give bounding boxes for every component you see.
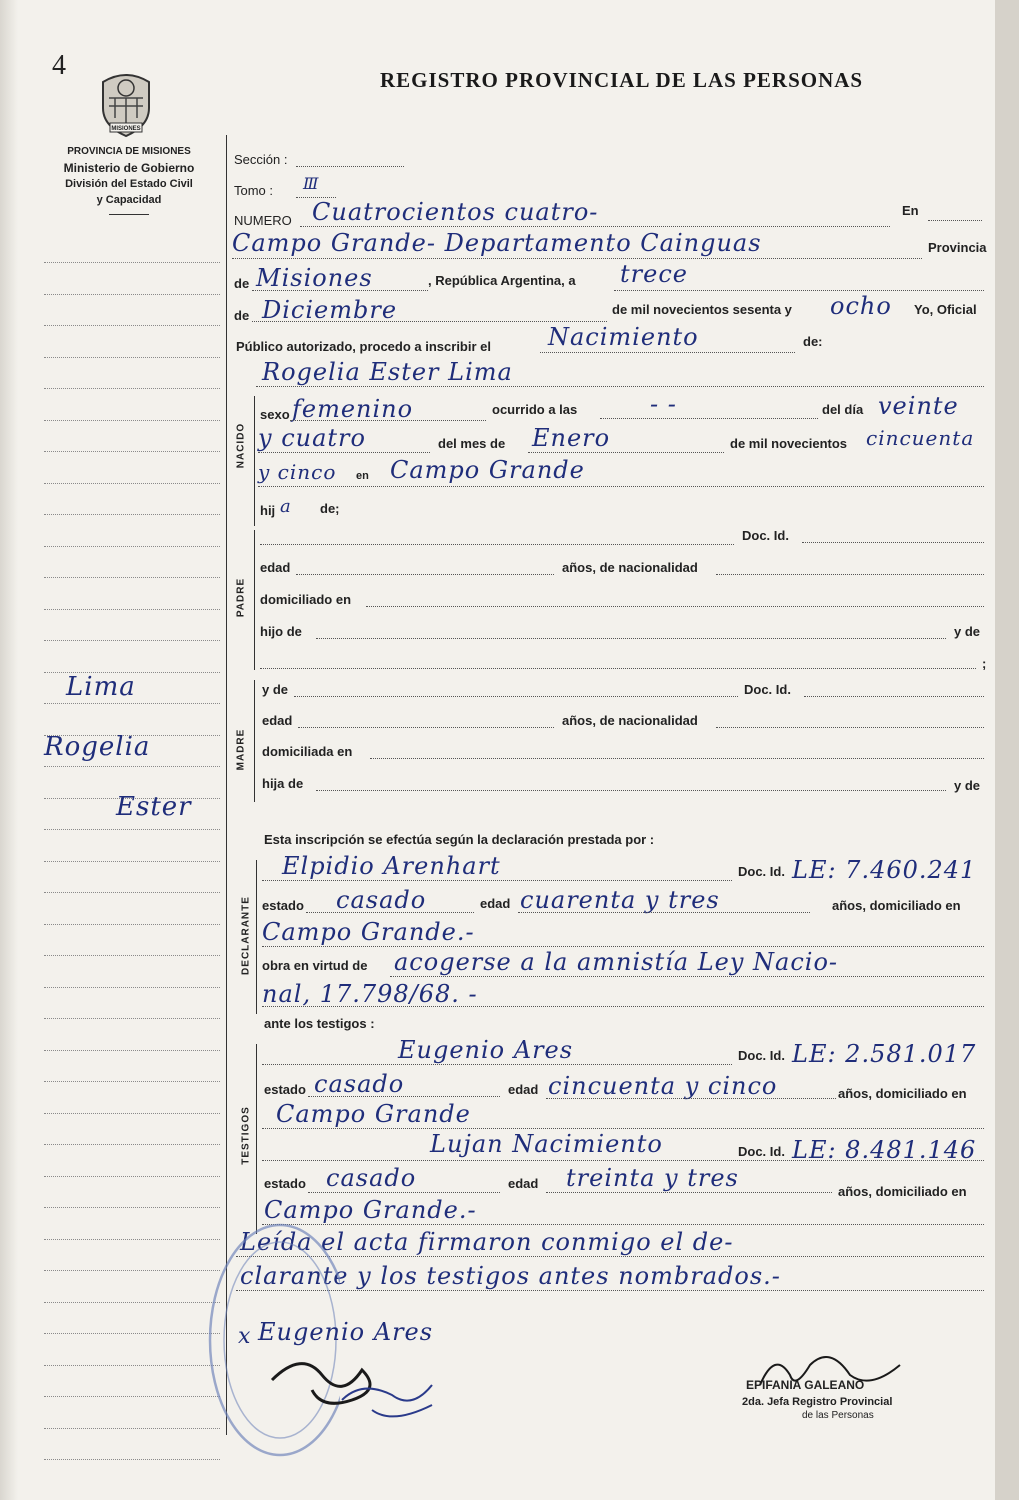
padre-doc-label: Doc. Id.	[742, 528, 789, 543]
padre-hijo-label: hijo de	[260, 624, 302, 639]
testigo2-doc-value: LE: 8.481.146	[792, 1136, 977, 1164]
testigo2-edad-value: treinta y tres	[566, 1164, 739, 1192]
madre-yde2-label: y de	[954, 778, 981, 793]
testigo1-doc-label: Doc. Id.	[738, 1048, 785, 1063]
section-nacido: NACIDO	[235, 422, 247, 469]
hij-label: hij	[260, 503, 276, 518]
testigo2-doc-label: Doc. Id.	[738, 1144, 785, 1159]
madre-edad-label: edad	[262, 713, 293, 728]
margin-name1: Rogelia	[44, 732, 151, 762]
provincial-emblem-icon	[95, 68, 157, 138]
madre-yde-label: y de	[262, 682, 289, 697]
declarante-rule	[256, 860, 257, 1014]
del-dia-label: del día	[822, 402, 864, 417]
mes-value: Diciembre	[262, 296, 398, 324]
margin-name2: Ester	[116, 792, 192, 822]
margin-rule	[44, 294, 220, 295]
margin-rule	[44, 1113, 220, 1114]
provincia-value: Misiones	[256, 264, 373, 292]
declarante-domicilio: Campo Grande.-	[262, 918, 475, 946]
numero-label: NUMERO	[234, 213, 292, 228]
nombre-value: Rogelia Ester Lima	[262, 358, 513, 386]
testigo2-name: Lujan Nacimiento	[430, 1130, 663, 1158]
numero-value: Cuatrocientos cuatro-	[312, 198, 599, 226]
semicolon-mark: ;	[982, 656, 987, 671]
declarante-edad-value: cuarenta y tres	[520, 886, 720, 914]
declarante-edad-label: edad	[480, 896, 511, 911]
madre-hija-label: hija de	[262, 776, 304, 791]
acto-value: Nacimiento	[548, 323, 699, 351]
hij-suffix-value: a	[280, 496, 291, 517]
margin-rule	[44, 766, 220, 767]
lugar-value: Campo Grande- Departamento Cainguas	[232, 229, 762, 257]
margin-rule	[44, 1050, 220, 1051]
madre-domicilio-label: domiciliada en	[262, 744, 353, 759]
testigo1-estado-value: casado	[314, 1070, 405, 1098]
margin-rule	[44, 1018, 220, 1019]
page-edge	[995, 0, 1019, 1500]
hora-value: - -	[650, 390, 677, 418]
closing-line-2: clarante y los testigos antes nombrados.-	[240, 1262, 781, 1290]
closing-line-1: Leída el acta firmaron conmigo el de-	[240, 1228, 734, 1256]
tomo-value: Ⅲ	[303, 174, 319, 193]
del-mes-label: del mes de	[438, 436, 506, 451]
esta-inscripcion-label: Esta inscripción se efectúa según la declaración prestada por :	[264, 832, 655, 847]
madre-anos-label: años, de nacionalidad	[562, 713, 698, 728]
testigo1-name: Eugenio Ares	[398, 1036, 574, 1064]
testigo1-anos-label: años, domiciliado en	[838, 1086, 967, 1101]
signature-scribbles	[262, 1340, 462, 1430]
de-colon-label: de:	[803, 334, 823, 349]
obra-value: acogerse a la amnistía Ley Nacio-	[394, 948, 839, 976]
yo-oficial-label: Yo, Oficial	[914, 302, 977, 317]
testigo2-estado-value: casado	[326, 1164, 417, 1192]
signature-x-mark: x	[238, 1324, 251, 1349]
margin-rule	[44, 1207, 220, 1208]
margin-rule	[44, 1081, 220, 1082]
margin-rule	[44, 451, 220, 452]
ocurrido-label: ocurrido a las	[492, 402, 578, 417]
dia-nac-value: veinte	[878, 392, 959, 420]
section-declarante: DECLARANTE	[240, 896, 252, 975]
official-name: EPIFANIA GALEANO	[746, 1378, 865, 1392]
margin-rule	[44, 420, 220, 421]
testigo1-edad-label: edad	[508, 1082, 539, 1097]
padre-edad-label: edad	[260, 560, 291, 575]
sexo-value: femenino	[292, 395, 414, 423]
margin-rule	[44, 388, 220, 389]
declarante-doc-label: Doc. Id.	[738, 864, 785, 879]
de-mil-nov-label: de mil novecientos	[730, 436, 848, 451]
margin-rule	[44, 325, 220, 326]
margin-rule	[44, 577, 220, 578]
dia-nac2-value: y cuatro	[258, 424, 366, 452]
padre-anos-label: años, de nacionalidad	[562, 560, 698, 575]
nacido-rule	[254, 396, 255, 526]
margin-rule	[44, 924, 220, 925]
margin-rule	[44, 640, 220, 641]
svg-text:MISIONES: MISIONES	[111, 126, 141, 132]
testigo1-edad-value: cincuenta y cinco	[548, 1072, 778, 1100]
section-testigos: TESTIGOS	[240, 1106, 252, 1165]
declarante-estado-value: casado	[336, 886, 427, 914]
padre-domicilio-label: domiciliado en	[260, 592, 352, 607]
republica-label: , República Argentina, a	[428, 273, 576, 288]
section-madre: MADRE	[235, 728, 247, 771]
margin-rule	[44, 546, 220, 547]
margin-rule	[44, 987, 220, 988]
page-number: 4	[52, 50, 66, 81]
margin-rule	[44, 955, 220, 956]
obra-label: obra en virtud de	[262, 958, 368, 973]
madre-rule	[254, 680, 255, 802]
testigo1-doc-value: LE: 2.581.017	[792, 1040, 977, 1068]
en-label: En	[902, 203, 919, 218]
de-label: de	[234, 276, 250, 291]
margin-rule	[44, 1176, 220, 1177]
de-semicolon-label: de;	[320, 501, 340, 516]
margin-rule	[44, 703, 220, 704]
declarante-doc-value: LE: 7.460.241	[792, 856, 977, 884]
margin-rule	[44, 609, 220, 610]
issuer-division-2: y Capacidad	[96, 194, 162, 206]
publico-label: Público autorizado, procedo a inscribir el	[236, 339, 491, 354]
section-padre: PADRE	[235, 577, 247, 618]
margin-rule	[44, 829, 220, 830]
document-title: REGISTRO PROVINCIAL DE LAS PERSONAS	[380, 68, 864, 92]
margin-rule	[44, 1144, 220, 1145]
tomo-label: Tomo :	[234, 183, 274, 198]
anio-nac-value: cincuenta	[866, 426, 975, 450]
testigo1-estado-label: estado	[264, 1082, 306, 1097]
testigo2-edad-label: edad	[508, 1176, 539, 1191]
margin-rule	[44, 262, 220, 263]
en-small-label: en	[356, 470, 369, 482]
seccion-label: Sección :	[234, 152, 288, 167]
official-title-1: 2da. Jefa Registro Provincial	[742, 1396, 893, 1408]
issuer-block	[38, 144, 220, 215]
testigo2-anos-label: años, domiciliado en	[838, 1184, 967, 1199]
ante-testigos-label: ante los testigos :	[264, 1016, 375, 1031]
anio-nac2-value: y cinco	[258, 460, 337, 484]
issuer-ministry: Ministerio de Gobierno	[63, 161, 195, 175]
de-label-2: de	[234, 308, 250, 323]
margin-rule	[44, 357, 220, 358]
obra-value-2: nal, 17.798/68. -	[262, 980, 478, 1008]
margin-rule	[44, 514, 220, 515]
provincia-label: Provincia	[928, 240, 987, 255]
testigos-rule	[256, 1044, 257, 1234]
signature-testigo: Eugenio Ares	[258, 1318, 434, 1346]
declarante-anos-label: años, domiciliado en	[832, 898, 961, 913]
lugar-nac-value: Campo Grande	[390, 456, 585, 484]
padre-yde-label: y de	[954, 624, 981, 639]
madre-doc-label: Doc. Id.	[744, 682, 791, 697]
margin-rule	[44, 483, 220, 484]
testigo2-estado-label: estado	[264, 1176, 306, 1191]
issuer-division: División del Estado Civil	[65, 178, 193, 190]
margin-rule	[44, 861, 220, 862]
testigo1-domicilio: Campo Grande	[276, 1100, 471, 1128]
de-mil-label: de mil novecientos sesenta y	[612, 302, 792, 317]
anio-value: ocho	[830, 292, 892, 320]
mes-nac-value: Enero	[532, 424, 611, 452]
testigo2-domicilio: Campo Grande.-	[264, 1196, 477, 1224]
page-shadow	[0, 0, 18, 1500]
declarante-estado-label: estado	[262, 898, 304, 913]
issuer-province: PROVINCIA DE MISIONES	[67, 146, 191, 157]
declarante-name: Elpidio Arenhart	[282, 852, 501, 880]
padre-rule	[254, 530, 255, 670]
sexo-label: sexo	[260, 407, 290, 422]
official-title-2: de las Personas	[802, 1410, 874, 1421]
dia-value: trece	[620, 260, 688, 288]
margin-surname: Lima	[66, 672, 136, 702]
margin-rule	[44, 892, 220, 893]
